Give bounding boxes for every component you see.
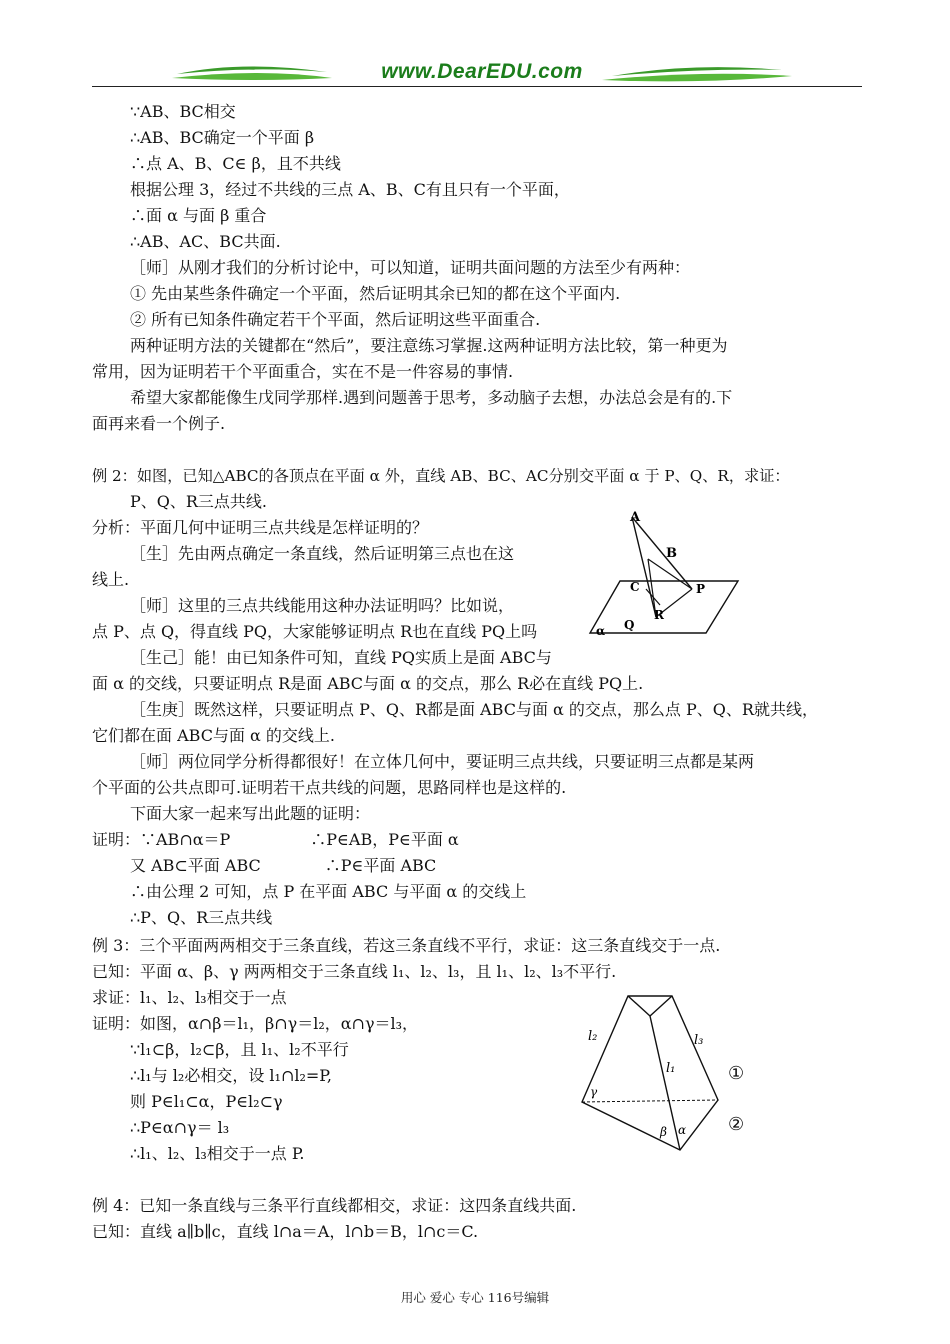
marker-circled-1: ①	[728, 1063, 745, 1084]
header-rule	[92, 86, 862, 87]
figure-label: C	[630, 580, 640, 594]
text-line: ∵AB、BC相交	[130, 102, 236, 121]
figure-label: l₁	[666, 1061, 676, 1076]
figure-label: B	[666, 546, 677, 561]
text-line: 它们都在面 ABC与面 α 的交线上.	[92, 726, 336, 745]
text-line: ∵l₁⊂β，l₂⊂β，且 l₁、l₂不平行	[130, 1040, 349, 1059]
figure-label: l₃	[694, 1033, 704, 1048]
text-line: ∴由公理 2 可知，点 P 在平面 ABC 与平面 α 的交线上	[130, 882, 527, 901]
figure-label: β	[660, 1125, 667, 1139]
text-line: 下面大家一起来写出此题的证明：	[130, 804, 371, 823]
figure-label: γ	[590, 1085, 598, 1099]
triangle-plane-figure	[580, 505, 750, 645]
text-line: 又 AB⊂平面 ABC ∴P∈平面 ABC	[130, 856, 437, 875]
text-line: 面 α 的交线，只要证明点 R是面 ABC与面 α 的交点，那么 R必在直线 PQ上.	[92, 674, 644, 693]
page-footer: 用心 爱心 专心 116号编辑	[400, 1290, 550, 1305]
text-line: 则 P∈l₁⊂α，P∈l₂⊂γ	[130, 1092, 283, 1111]
text-line: 个平面的公共点即可.证明若干点共线的问题，思路同样也是这样的.	[92, 778, 567, 797]
text-line: ［师］这里的三点共线能用这种办法证明吗？比如说，	[130, 596, 515, 615]
text-line: 已知：平面 α、β、γ 两两相交于三条直线 l₁、l₂、l₃，且 l₁、l₂、l₃不平行.	[92, 962, 617, 981]
text-line: ∴点 A、B、C∈ β，且不共线	[130, 154, 341, 173]
text-line: 求证：l₁、l₂、l₃相交于一点	[92, 988, 287, 1007]
example-4-heading: 例 4：已知一条直线与三条平行直线都相交，求证：这四条直线共面.	[92, 1196, 577, 1215]
text-line: ∴P∈α∩γ＝ l₃	[130, 1118, 230, 1137]
text-line: ∴l₁、l₂、l₃相交于一点 P.	[130, 1144, 305, 1163]
text-line: P、Q、R三点共线.	[130, 492, 268, 511]
site-logo-text: www.DearEDU.com	[381, 60, 583, 83]
figure-label: α	[678, 1123, 687, 1137]
text-line: ② 所有已知条件确定若干个平面，然后证明这些平面重合.	[130, 310, 541, 329]
example-2-heading: 例 2：如图，已知△ABC的各顶点在平面 α 外，直线 AB、BC、AC分别交平面 α 于 P、Q、R，求证：	[92, 467, 790, 485]
text-line: ∴AB、AC、BC共面.	[130, 232, 281, 251]
figure-label: α	[596, 624, 606, 638]
text-line: 分析：平面几何中证明三点共线是怎样证明的？	[92, 518, 429, 537]
text-line: 面再来看一个例子.	[92, 414, 226, 433]
text-line: 两种证明方法的关键都在“然后”，要注意练习掌握.这两种证明方法比较，第一种更为	[130, 336, 728, 355]
text-line: 证明：∵AB∩α＝P ∴P∈AB，P∈平面 α	[92, 830, 459, 849]
figure-label: l₂	[588, 1029, 598, 1044]
figure-label: P	[696, 582, 706, 596]
text-line: 证明：如图，α∩β＝l₁，β∩γ＝l₂，α∩γ＝l₃，	[92, 1014, 419, 1033]
text-line: 已知：直线 a∥b∥c，直线 l∩a＝A，l∩b＝B，l∩c＝C.	[92, 1222, 479, 1241]
text-line: ［生庚］既然这样，只要证明点 P、Q、R都是面 ABC与面 α 的交点，那么点 P、Q、R就共线，	[130, 700, 818, 719]
text-line: ［生］先由两点确定一条直线，然后证明第三点也在这	[130, 544, 515, 563]
text-line: 希望大家都能像生戊同学那样.遇到问题善于思考，多动脑子去想，办法总会是有的.下	[130, 388, 733, 407]
text-line: ∴P、Q、R三点共线	[130, 908, 273, 927]
text-line: ∴面 α 与面 β 重合	[130, 206, 267, 225]
three-planes-figure	[570, 990, 750, 1160]
figure-label: A	[630, 510, 641, 525]
figure-label: R	[654, 608, 664, 622]
text-line: ∴l₁与 l₂必相交，设 l₁∩l₂=P,	[130, 1066, 332, 1085]
text-line: ［师］两位同学分析得都很好！在立体几何中，要证明三点共线，只要证明三点都是某两	[130, 752, 755, 771]
text-line: 点 P、点 Q，得直线 PQ，大家能够证明点 R也在直线 PQ上吗	[92, 622, 538, 641]
text-line: ∴AB、BC确定一个平面 β	[130, 128, 315, 147]
text-line: ［生己］能！由已知条件可知，直线 PQ实质上是面 ABC与	[130, 648, 552, 667]
text-line: ［师］从刚才我们的分析讨论中，可以知道，证明共面问题的方法至少有两种：	[130, 258, 691, 277]
text-line: ① 先由某些条件确定一个平面，然后证明其余已知的都在这个平面内.	[130, 284, 621, 303]
page-header	[92, 56, 862, 96]
text-line: 常用，因为证明若干个平面重合，实在不是一件容易的事情.	[92, 362, 514, 381]
text-line: 线上.	[92, 570, 130, 589]
text-line: 根据公理 3，经过不共线的三点 A、B、C有且只有一个平面，	[130, 180, 570, 199]
figure-label: Q	[624, 618, 635, 632]
example-3-heading: 例 3：三个平面两两相交于三条直线，若这三条直线不平行，求证：这三条直线交于一点.	[92, 936, 721, 955]
marker-circled-2: ②	[728, 1114, 745, 1135]
